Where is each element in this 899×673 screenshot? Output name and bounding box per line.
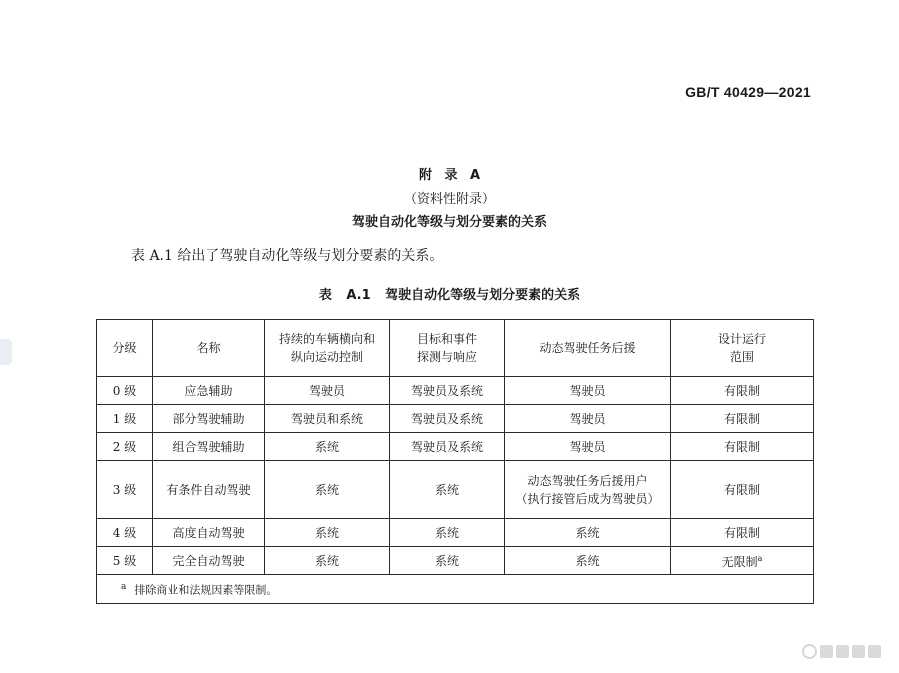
automation-level-table [96,319,814,604]
footnote-mark: a [121,582,127,593]
table-row [97,377,814,405]
footnote-text: 排除商业和法规因素等限制。 [134,583,278,597]
table-cell: 有限制 [671,377,814,405]
logo-block-icon [820,645,833,658]
table-cell: 2 级 [97,433,153,461]
table-cell: 系统 [390,547,505,575]
table-cell: 0 级 [97,377,153,405]
table-cell: 高度自动驾驶 [153,519,265,547]
table-footnote [97,575,814,604]
table-cell: 有条件自动驾驶 [153,461,265,519]
table-cell: 系统 [505,547,671,575]
table-cell: 1 级 [97,405,153,433]
table-cell: 应急辅助 [153,377,265,405]
table-cell: 驾驶员及系统 [390,377,505,405]
appendix-title: 附 录 A [418,168,481,183]
table-cell: 驾驶员 [505,377,671,405]
table-cell: 5 级 [97,547,153,575]
logo-block-icon [852,645,865,658]
table-row [97,405,814,433]
table-caption: 表 A.1 驾驶自动化等级与划分要素的关系 [318,288,581,303]
table-row [97,547,814,575]
table-header-cell: 动态驾驶任务后援 [505,320,671,377]
table-cell: 系统 [390,461,505,519]
table-header-cell: 分级 [97,320,153,377]
table-cell: 动态驾驶任务后援用户 （执行接管后成为驾驶员） [505,461,671,519]
table-row [97,461,814,519]
intro-paragraph: 表 A.1 给出了驾驶自动化等级与划分要素的关系。 [131,248,444,264]
table-cell: 完全自动驾驶 [153,547,265,575]
table-header-cell: 持续的车辆横向和 纵向运动控制 [265,320,390,377]
table-cell: 系统 [265,461,390,519]
footnote-superscript: a [757,554,763,563]
table-header-cell: 目标和事件 探测与响应 [390,320,505,377]
side-tab[interactable] [0,339,12,365]
logo-ring-icon [802,644,817,659]
standard-number: GB/T 40429—2021 [685,84,811,100]
logo-block-icon [868,645,881,658]
table-cell: 部分驾驶辅助 [153,405,265,433]
table-cell: 无限制$^a$ [671,547,814,575]
table-cell: 组合驾驶辅助 [153,433,265,461]
appendix-heading: 驾驶自动化等级与划分要素的关系 [351,215,547,230]
watermark-logo [802,644,881,659]
table-header-row [97,320,814,377]
table-row [97,433,814,461]
table-cell: 驾驶员 [505,433,671,461]
table-cell: 有限制 [671,519,814,547]
table-footnote-row [97,575,814,604]
table-cell: 系统 [265,433,390,461]
table-cell: 驾驶员和系统 [265,405,390,433]
table-row [97,519,814,547]
table-header-cell: 名称 [153,320,265,377]
table-cell: 系统 [390,519,505,547]
appendix-subtitle: （资料性附录） [403,192,495,207]
logo-block-icon [836,645,849,658]
table-cell: 驾驶员 [265,377,390,405]
table-cell: 系统 [505,519,671,547]
table-cell: 驾驶员及系统 [390,405,505,433]
table-cell: 系统 [265,519,390,547]
table-cell: 有限制 [671,405,814,433]
table-cell: 3 级 [97,461,153,519]
table-header-cell: 设计运行 范围 [671,320,814,377]
table-cell: 有限制 [671,461,814,519]
table-cell: 系统 [265,547,390,575]
table-cell: 4 级 [97,519,153,547]
table-cell: 驾驶员 [505,405,671,433]
table-cell: 有限制 [671,433,814,461]
table-cell: 驾驶员及系统 [390,433,505,461]
